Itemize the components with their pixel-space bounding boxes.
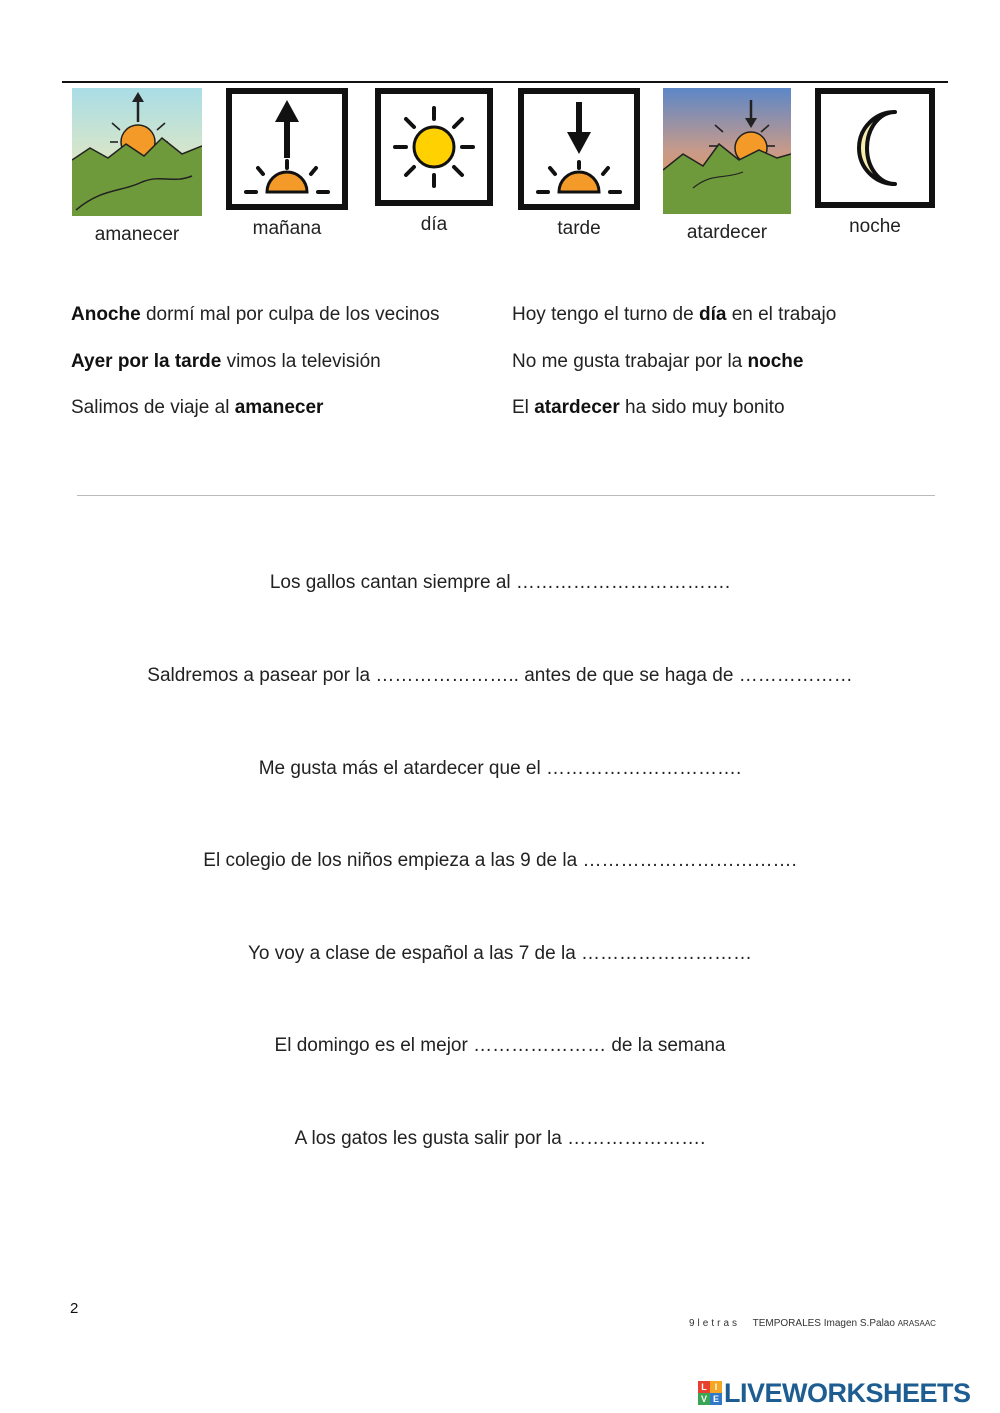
pictogram-label: tarde xyxy=(557,218,601,239)
pictogram-label: mañana xyxy=(252,218,322,239)
example-sentence: Hoy tengo el turno de día en el trabajo xyxy=(512,304,837,325)
night-moon-icon xyxy=(815,88,935,208)
example-sentence: El atardecer ha sido muy bonito xyxy=(512,397,785,418)
exercise-sentence-5: Yo voy a clase de español a las 7 de la ……………………… xyxy=(247,943,753,964)
image-credit xyxy=(689,1318,936,1329)
sunrise-landscape-icon xyxy=(72,88,202,216)
sunset-landscape-icon xyxy=(663,88,791,214)
pictogram-label: atardecer xyxy=(686,222,768,243)
pictogram-label: día xyxy=(420,214,448,235)
liveworksheets-logo-icon: L I V E xyxy=(698,1381,722,1405)
day-sun-icon xyxy=(375,88,493,206)
pictogram-manana xyxy=(213,88,361,240)
exercise-sentence-4: El colegio de los niños empieza a las 9 de la ……………………………. xyxy=(203,850,797,871)
exercise-sentence-3: Me gusta más el atardecer que el …………………………. xyxy=(258,758,742,779)
page-number: 2 xyxy=(70,1300,79,1317)
section-divider xyxy=(77,495,935,496)
pictogram-label: amanecer xyxy=(94,224,180,245)
credit-brand: 9letras xyxy=(689,1318,741,1329)
example-sentences-right xyxy=(512,292,836,432)
exercise-sentence-1: Los gallos cantan siempre al ……………………………. xyxy=(269,572,731,593)
top-rule xyxy=(62,81,948,83)
pictogram-amanecer xyxy=(63,88,211,246)
pictogram-noche xyxy=(801,88,949,238)
pictogram-tarde xyxy=(505,88,653,240)
example-sentence: Salimos de viaje al amanecer xyxy=(71,397,324,418)
example-sentence: No me gusta trabajar por la noche xyxy=(512,350,804,372)
morning-sun-up-arrow-icon xyxy=(226,88,348,210)
pictogram-dia xyxy=(360,88,508,236)
exercise-sentence-6: El domingo es el mejor ………………… de la semana xyxy=(274,1035,726,1056)
exercise-sentence-7: A los gatos les gusta salir por la …………………. xyxy=(294,1128,706,1149)
liveworksheets-watermark xyxy=(698,1378,971,1408)
credit-text: TEMPORALES Imagen S.Palao xyxy=(752,1318,895,1329)
example-sentence: Ayer por la tarde vimos la televisión xyxy=(71,350,381,372)
afternoon-sun-down-arrow-icon xyxy=(518,88,640,210)
example-sentences-left xyxy=(71,292,440,432)
exercise-sentence-2: Saldremos a pasear por la ………………….. antes de que se haga de ……………… xyxy=(147,665,853,686)
pictogram-label: noche xyxy=(849,216,901,237)
watermark-text: LIVEWORKSHEETS xyxy=(724,1377,971,1408)
credit-small: ARASAAC xyxy=(897,1319,936,1328)
pictogram-row xyxy=(60,88,950,258)
example-sentence: Anoche dormí mal por culpa de los vecinos xyxy=(71,304,440,325)
pictogram-atardecer xyxy=(653,88,801,244)
